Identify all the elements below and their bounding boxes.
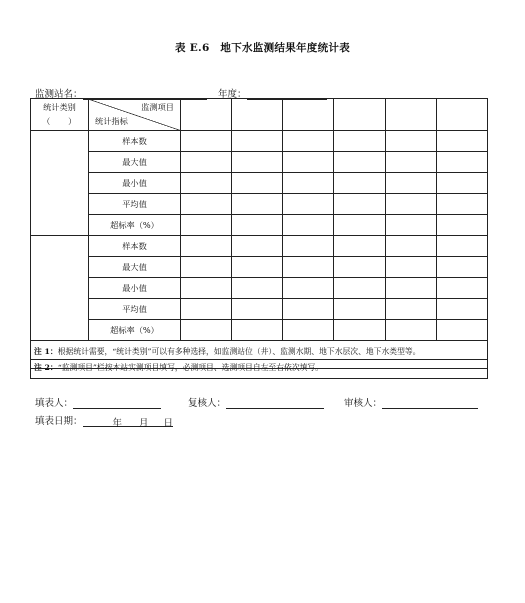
value-cell[interactable] xyxy=(436,194,487,215)
statistic-indicator-label: 统计指标 xyxy=(95,116,128,126)
value-cell[interactable] xyxy=(181,299,232,320)
item-header-cell[interactable] xyxy=(436,99,487,131)
fill-date-field[interactable] xyxy=(35,413,173,427)
table-row xyxy=(31,131,488,152)
value-cell[interactable] xyxy=(385,194,436,215)
value-cell[interactable] xyxy=(334,320,385,341)
value-cell[interactable] xyxy=(436,152,487,173)
note-2-label: 注 2： xyxy=(34,363,58,372)
value-cell[interactable] xyxy=(334,194,385,215)
value-cell[interactable] xyxy=(232,257,283,278)
value-cell[interactable] xyxy=(436,257,487,278)
value-cell[interactable] xyxy=(385,131,436,152)
value-cell[interactable] xyxy=(232,194,283,215)
value-cell[interactable] xyxy=(334,173,385,194)
value-cell[interactable] xyxy=(334,299,385,320)
value-cell[interactable] xyxy=(334,215,385,236)
value-cell[interactable] xyxy=(283,194,334,215)
table-row xyxy=(31,194,488,215)
fill-date-label: 填表日期： xyxy=(35,416,83,427)
note-2 xyxy=(31,359,487,375)
item-header-cell[interactable] xyxy=(181,99,232,131)
category-cell[interactable] xyxy=(31,131,89,236)
table-row xyxy=(31,278,488,299)
category-header-cell[interactable] xyxy=(31,99,89,131)
value-cell[interactable] xyxy=(385,320,436,341)
value-cell[interactable] xyxy=(334,278,385,299)
note-1-text: 根据统计需要，“统计类别”可以有多种选择，如监测站位（井）、监测水期、地下水层次、地下水类型等。 xyxy=(57,347,421,356)
value-cell[interactable] xyxy=(232,215,283,236)
value-cell[interactable] xyxy=(283,215,334,236)
item-header-cell[interactable] xyxy=(385,99,436,131)
value-cell[interactable] xyxy=(385,152,436,173)
value-cell[interactable] xyxy=(181,257,232,278)
note-2-text: “监测项目”栏按本站实测项目填写，必测项目、选测项目自左至右依次填写。 xyxy=(57,363,323,372)
auditor-line[interactable] xyxy=(382,397,478,409)
value-cell[interactable] xyxy=(385,215,436,236)
indicator-cell: 最小值 xyxy=(89,173,181,194)
year-blank[interactable] xyxy=(83,415,113,427)
statistics-table xyxy=(30,98,488,379)
value-cell[interactable] xyxy=(283,257,334,278)
day-blank[interactable] xyxy=(149,415,164,427)
table-row xyxy=(31,152,488,173)
value-cell[interactable] xyxy=(334,257,385,278)
filler-label: 填表人： xyxy=(35,398,74,409)
auditor-label: 审核人： xyxy=(344,398,383,409)
category-cell[interactable] xyxy=(31,236,89,341)
value-cell[interactable] xyxy=(283,152,334,173)
reviewer-label: 复核人： xyxy=(188,398,227,409)
year-label: 年度： xyxy=(218,89,247,100)
value-cell[interactable] xyxy=(232,278,283,299)
reviewer-field[interactable] xyxy=(188,395,324,409)
indicator-cell: 超标率（%） xyxy=(89,215,181,236)
notes-cell xyxy=(31,341,488,379)
value-cell[interactable] xyxy=(385,278,436,299)
value-cell[interactable] xyxy=(283,236,334,257)
value-cell[interactable] xyxy=(181,215,232,236)
note-1 xyxy=(34,344,484,359)
item-header-cell[interactable] xyxy=(283,99,334,131)
reviewer-line[interactable] xyxy=(226,397,324,409)
notes-row xyxy=(31,341,488,379)
station-name-label: 监测站名： xyxy=(35,89,83,100)
indicator-cell: 最小值 xyxy=(89,278,181,299)
month-char: 月 xyxy=(139,415,149,427)
value-cell[interactable] xyxy=(334,236,385,257)
value-cell[interactable] xyxy=(436,278,487,299)
value-cell[interactable] xyxy=(283,173,334,194)
value-cell[interactable] xyxy=(181,236,232,257)
value-cell[interactable] xyxy=(436,215,487,236)
value-cell[interactable] xyxy=(436,173,487,194)
value-cell[interactable] xyxy=(181,131,232,152)
value-cell[interactable] xyxy=(283,299,334,320)
table-row xyxy=(31,320,488,341)
value-cell[interactable] xyxy=(232,236,283,257)
item-header-cell[interactable] xyxy=(334,99,385,131)
value-cell[interactable] xyxy=(385,173,436,194)
value-cell[interactable] xyxy=(181,278,232,299)
table-row xyxy=(31,173,488,194)
value-cell[interactable] xyxy=(385,236,436,257)
value-cell[interactable] xyxy=(334,152,385,173)
year-char: 年 xyxy=(113,415,123,427)
indicator-cell: 最大值 xyxy=(89,257,181,278)
value-cell[interactable] xyxy=(232,173,283,194)
bottom-rule xyxy=(30,368,488,369)
value-cell[interactable] xyxy=(181,194,232,215)
indicator-cell: 样本数 xyxy=(89,236,181,257)
auditor-field[interactable] xyxy=(344,395,478,409)
page-title: 表 E.6 地下水监测结果年度统计表 xyxy=(174,42,351,54)
value-cell[interactable] xyxy=(334,131,385,152)
value-cell[interactable] xyxy=(181,152,232,173)
value-cell[interactable] xyxy=(385,299,436,320)
value-cell[interactable] xyxy=(283,320,334,341)
table-row xyxy=(31,257,488,278)
monitoring-item-label: 监测项目 xyxy=(141,102,174,112)
filler-line[interactable] xyxy=(73,397,161,409)
indicator-cell: 平均值 xyxy=(89,194,181,215)
day-char: 日 xyxy=(164,415,174,427)
category-header-label: 统计类别 xyxy=(43,102,76,112)
table-row xyxy=(31,299,488,320)
month-blank[interactable] xyxy=(122,415,139,427)
item-header-cell[interactable] xyxy=(232,99,283,131)
value-cell[interactable] xyxy=(436,236,487,257)
indicator-cell: 平均值 xyxy=(89,299,181,320)
value-cell[interactable] xyxy=(283,278,334,299)
table-row xyxy=(31,215,488,236)
value-cell[interactable] xyxy=(436,299,487,320)
note-1-label: 注 1： xyxy=(34,347,58,356)
indicator-cell: 最大值 xyxy=(89,152,181,173)
value-cell[interactable] xyxy=(232,299,283,320)
table-row xyxy=(31,236,488,257)
value-cell[interactable] xyxy=(232,320,283,341)
category-header-placeholder: （ ） xyxy=(42,116,77,126)
indicator-cell: 超标率（%） xyxy=(89,320,181,341)
value-cell[interactable] xyxy=(181,320,232,341)
value-cell[interactable] xyxy=(232,152,283,173)
value-cell[interactable] xyxy=(283,131,334,152)
value-cell[interactable] xyxy=(385,257,436,278)
value-cell[interactable] xyxy=(436,131,487,152)
diagonal-header-cell xyxy=(89,99,181,131)
table-header-row xyxy=(31,99,488,131)
filler-field[interactable] xyxy=(35,395,161,409)
value-cell[interactable] xyxy=(436,320,487,341)
value-cell[interactable] xyxy=(181,173,232,194)
value-cell[interactable] xyxy=(232,131,283,152)
indicator-cell: 样本数 xyxy=(89,131,181,152)
